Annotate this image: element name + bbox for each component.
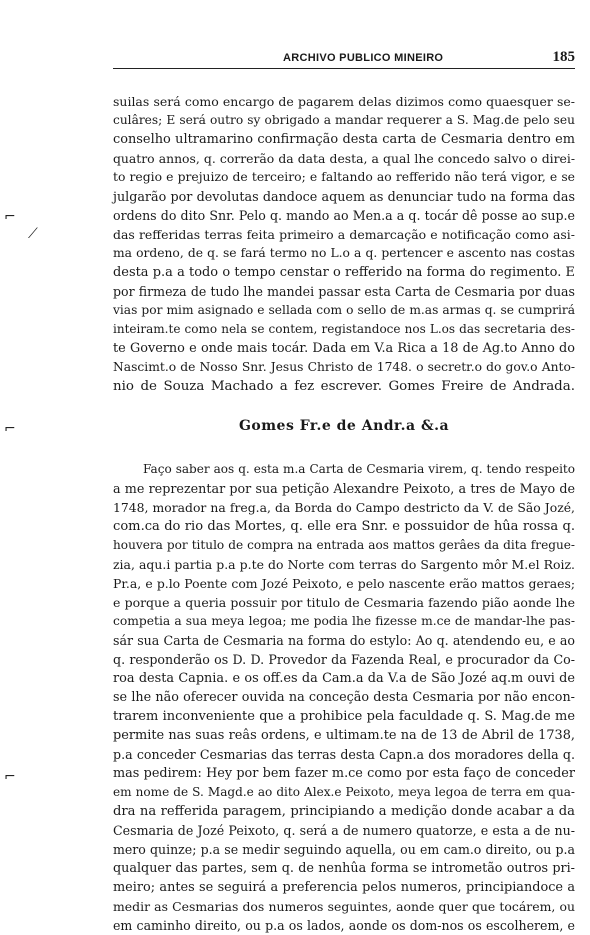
text-line: mas pedirem: Hey por bem fazer m.ce como por esta faço de conceder — [113, 766, 575, 781]
page-number: 185 — [552, 49, 575, 65]
text-line: trarem inconveniente que a prohibice pela faculdade q. S. Mag.de me — [113, 709, 575, 724]
text-line: inteiram.te como nela se contem, registandoce nos L.os das secretaria des- — [113, 322, 575, 336]
text-line: se lhe não oferecer ouvida na conceção desta Cesmaria por não encon- — [113, 690, 575, 705]
text-line: zia, aqu.i partia p.a p.te do Norte com terras do Sargento môr M.el Roiz. — [113, 557, 575, 572]
header-rule — [113, 68, 575, 69]
text-line: p.a conceder Cesmarias das terras desta Capn.a dos moradores della q. — [113, 747, 575, 762]
text-line: das refferidas terras feita primeiro a demarcação e notificação como asi- — [113, 227, 575, 242]
text-line: q. responderão os D. D. Provedor da Fazenda Real, e procurador da Co- — [113, 652, 575, 667]
text-line: dra na refferida paragem, principiando a medição donde acabar a da — [113, 804, 575, 819]
running-header — [113, 46, 575, 68]
text-line: medir as Cesmarias dos numeros seguintes, aonde quer que tocárem, ou — [113, 899, 575, 914]
text-line: ordens do dito Snr. Pelo q. mando ao Men.a a q. tocár dê posse ao sup.e — [113, 208, 575, 223]
header-title: ARCHIVO PUBLICO MINEIRO — [283, 52, 444, 64]
text-line: por firmeza de tudo lhe mandei passar esta Carta de Cesmaria por duas — [113, 284, 575, 299]
text-line: te Governo e onde mais tocár. Dada em V.a Rica a 18 de Ag.to Anno do — [113, 341, 575, 356]
text-line: Cesmaria de Jozé Peixoto, q. será a de numero quatorze, e esta a de nu- — [113, 823, 575, 838]
text-line: Nascimt.o de Nosso Snr. Jesus Christo de 1748. o secretr.o do gov.o Anto- — [113, 360, 575, 374]
margin-mark: ⌐ — [4, 209, 16, 225]
text-line: ma ordeno, de q. se fará termo no L.o a q. pertencer e ascento nas costas — [113, 246, 575, 260]
text-line: suilas será como encargo de pagarem delas dizimos como quaesquer se- — [113, 94, 575, 109]
text-line: 1748, morador na freg.a, da Borda do Campo destricto da V. de São Jozé, — [113, 500, 575, 515]
text-line: vias por mim asignado e sellada com o sello de m.as armas q. se cumprirá — [113, 303, 575, 317]
margin-mark: ⌐ — [4, 421, 16, 437]
text-line: sár sua Carta de Cesmaria na forma do estylo: Ao q. atendendo eu, e ao — [113, 633, 575, 648]
text-line: em caminho direito, ou p.a os lados, aonde os dom-nos os escolherem, e — [113, 918, 575, 933]
text-line: desta p.a a todo o tempo censtar o refferido na forma do regimento. E — [113, 265, 575, 280]
text-line: to regio e prejuizo de terceiro; e faltando ao refferido não terá vigor, e se — [113, 170, 575, 184]
text-line: e porque a queria possuir por titulo de Cesmaria fazendo pião aonde lhe — [113, 595, 575, 610]
text-line: roa desta Capnia. e os off.es da Cam.a da V.a de São Jozé aq.m ouvi de — [113, 671, 575, 686]
margin-mark: ⟋ — [28, 226, 38, 242]
text-line: qualquer das partes, sem q. de nenhûa forma se intrometão outros pri- — [113, 861, 575, 876]
text-line: permite nas suas reâs ordens, e ultimam.te na de 13 de Abril de 1738, — [113, 728, 575, 743]
text-line: mero quinze; p.a se medir seguindo aquella, ou em cam.o direito, ou p.a — [113, 842, 575, 857]
text-line: Pr.a, e p.lo Poente com Jozé Peixoto, e pelo nascente erão mattos geraes; — [113, 576, 575, 591]
section-heading: Gomes Fr.e de Andr.a &.a — [238, 418, 450, 434]
text-line: em nome de S. Magd.e ao dito Alex.e Peixoto, meya legoa de terra em qua- — [113, 785, 575, 799]
text-line: conselho ultramarino confirmação desta carta de Cesmaria dentro em — [113, 132, 575, 147]
text-line: com.ca do rio das Mortes, q. elle era Snr. e possuidor de hûa rossa q. — [113, 519, 575, 534]
text-line: quatro annos, q. correrão da data desta, a qual lhe concedo salvo o direi- — [113, 151, 575, 166]
text-line: culâres; E será outro sy obrigado a mandar requerer a S. Mag.de pelo seu — [113, 113, 575, 127]
text-line: nio de Souza Machado a fez escrever. Gomes Freire de Andrada. — [113, 379, 575, 394]
text-line: competia a sua meya legoa; me podia lhe fizesse m.ce de mandar-lhe pas- — [113, 614, 575, 628]
text-line: Faço saber aos q. esta m.a Carta de Cesmaria virem, q. tendo respeito — [143, 462, 575, 476]
margin-mark: ⌐ — [4, 769, 16, 785]
text-line: julgarão por devolutas dandoce aquem as denunciar tudo na forma das — [113, 189, 575, 204]
text-line: a me reprezentar por sua petição Alexandre Peixoto, a tres de Mayo de — [113, 481, 575, 496]
text-line: houvera por titulo de compra na entrada aos mattos gerâes da dita fregue- — [113, 538, 575, 552]
text-line: meiro; antes se seguirá a preferencia pelos numeros, principiandoce a — [113, 880, 575, 895]
